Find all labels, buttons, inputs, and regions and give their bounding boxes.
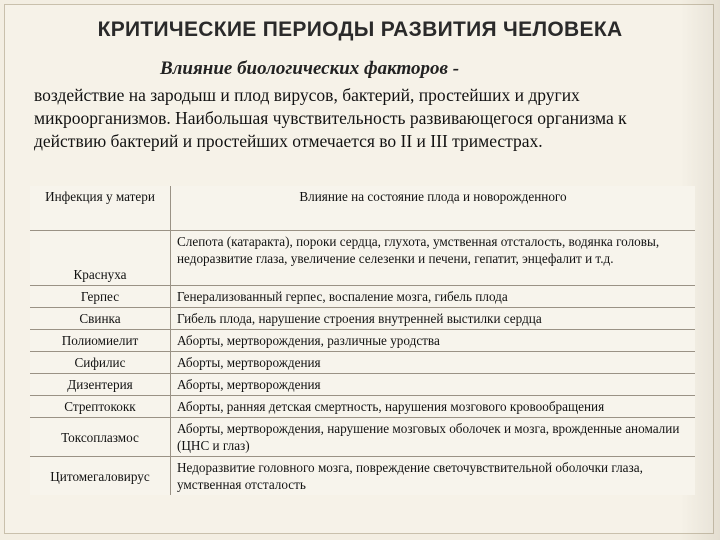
row-infection: Свинка — [30, 308, 171, 330]
row-effect: Аборты, мертворождения, нарушение мозговых оболочек и мозга, врожденные аномалии (ЦНС и глаз) — [171, 418, 696, 457]
table-row — [30, 352, 695, 374]
row-effect: Недоразвитие головного мозга, повреждение светочувствительной оболочки глаза, умственная отсталость — [171, 457, 696, 496]
table-row — [30, 374, 695, 396]
table-row — [30, 330, 695, 352]
row-infection: Дизентерия — [30, 374, 171, 396]
row-effect: Слепота (катаракта), пороки сердца, глухота, умственная отсталость, водянка головы, недоразвитие глаза, увеличение селезенки и печени, гепатит, энцефалит и т.д. — [171, 231, 696, 286]
row-effect: Аборты, мертворождения, различные уродства — [171, 330, 696, 352]
row-infection: Стрептококк — [30, 396, 171, 418]
row-effect: Генерализованный герпес, воспаление мозга, гибель плода — [171, 286, 696, 308]
table-row — [30, 457, 695, 496]
table-row — [30, 286, 695, 308]
row-infection: Полиомиелит — [30, 330, 171, 352]
row-infection: Цитомегаловирус — [30, 457, 171, 496]
row-infection: Герпес — [30, 286, 171, 308]
table-header-row — [30, 186, 695, 231]
table-row — [30, 308, 695, 330]
table-row — [30, 231, 695, 286]
infection-table — [30, 186, 695, 495]
row-infection: Сифилис — [30, 352, 171, 374]
row-effect: Аборты, мертворождения — [171, 352, 696, 374]
header-infection: Инфекция у матери — [30, 186, 171, 231]
subtitle: Влияние биологических факторов - — [160, 58, 460, 79]
row-infection: Краснуха — [30, 231, 171, 286]
row-effect: Гибель плода, нарушение строения внутренней выстилки сердца — [171, 308, 696, 330]
intro-paragraph: воздействие на зародыш и плод вирусов, бактерий, простейших и других микроорганизмов. Наибольшая чувствительность развивающегося организма к действию бактерий и простейших отмечается во II и III триместрах. — [34, 85, 627, 151]
row-effect: Аборты, мертворождения — [171, 374, 696, 396]
row-effect: Аборты, ранняя детская смертность, нарушения мозгового кровообращения — [171, 396, 696, 418]
table-row — [30, 418, 695, 457]
header-effect: Влияние на состояние плода и новорожденного — [171, 186, 696, 231]
row-infection: Токсоплазмос — [30, 418, 171, 457]
table-row — [30, 396, 695, 418]
page-title: КРИТИЧЕСКИЕ ПЕРИОДЫ РАЗВИТИЯ ЧЕЛОВЕКА — [97, 18, 623, 41]
